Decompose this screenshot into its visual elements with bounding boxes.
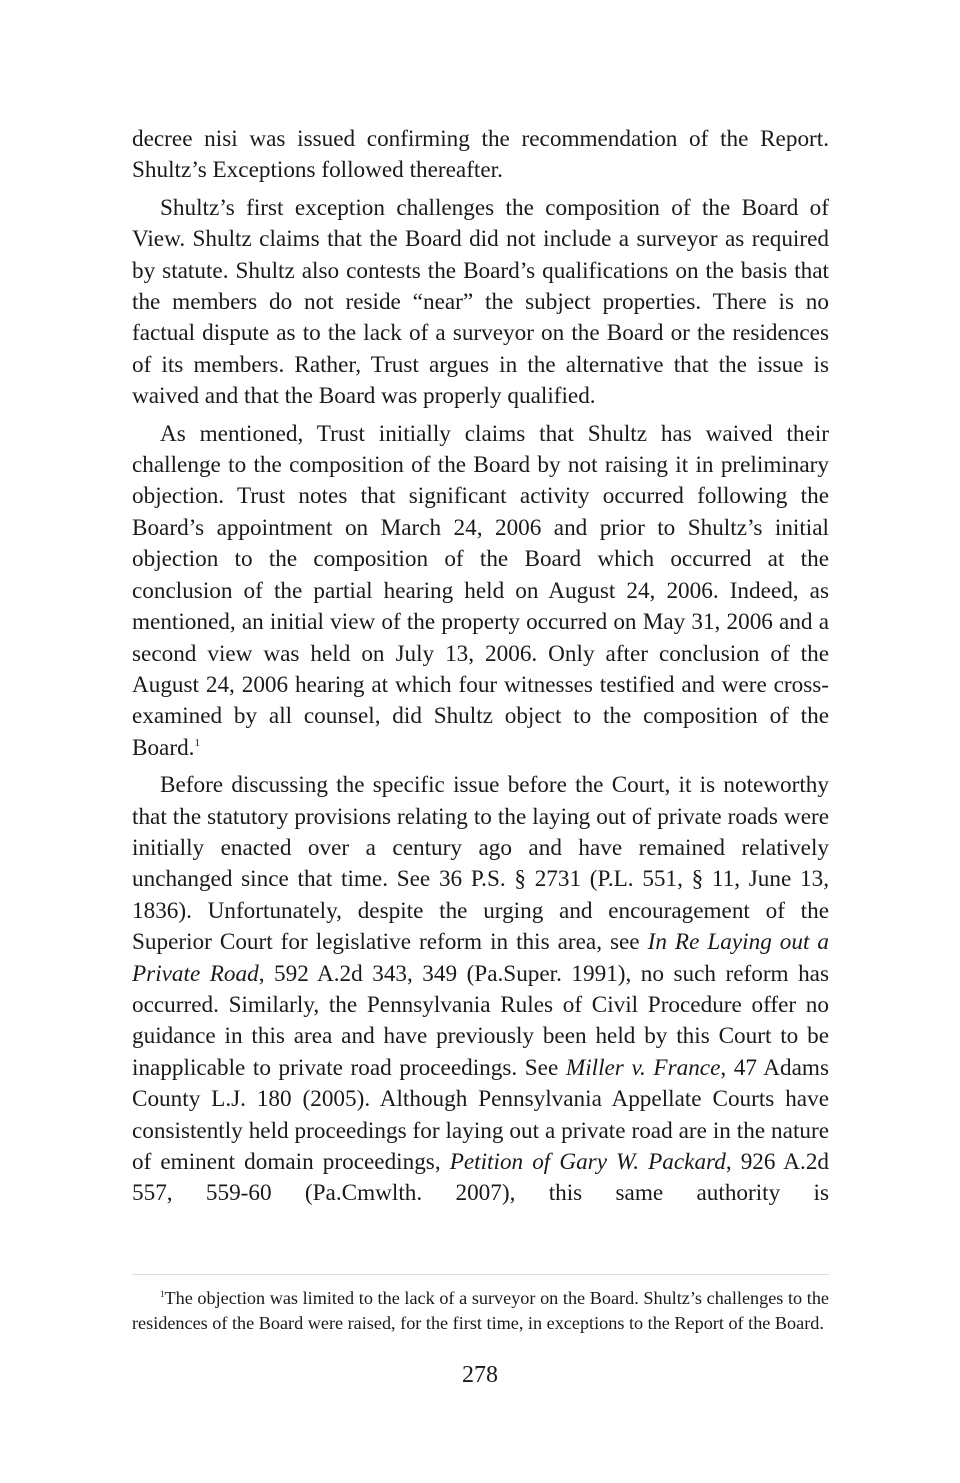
paragraph-4 <box>132 770 829 1210</box>
paragraph-3 <box>132 419 829 764</box>
text-segment: decree nisi was issued confirming the recommendation of the Report. Shultz’s Exceptions followed thereafter. <box>132 126 829 184</box>
text-segment: As mentioned, Trust initially claims that Shultz has waived their challenge to the composition of the Board by not raising it in preliminary objection. Trust notes that significant activity occurred following the Board’s appointment on March 24, 2006 and prior to Shultz’s initial objection to the composition of the Board which occurred at the conclusion of the partial hearing held on August 24, 2006. Indeed, as mentioned, an initial view of the property occurred on May 31, 2006 and a second view was held on July 13, 2006. Only after conclusion of the August 24, 2006 hearing at which four witnesses testified and were cross-examined by all counsel, did Shultz object to the composition of the Board. <box>132 420 829 761</box>
footnote-reference: 1 <box>194 736 200 749</box>
footnote-divider <box>132 1274 829 1275</box>
case-citation: Petition of Gary W. Packard <box>449 1149 726 1175</box>
paragraph-1 <box>132 124 829 187</box>
text-segment: , 47 Adams County L.J. 180 (2005). Although Pennsylvania Appellate Courts have consistently held proceedings for laying out a private road are in the nature of eminent domain proceedings, <box>132 1054 829 1175</box>
text-segment: Before discussing the specific issue before the Court, it is noteworthy that the statutory provisions relating to the laying out of private roads were initially enacted over a century ago and have remained relatively unchanged since that time. See 36 P.S. § 2731 (P.L. 551, § 11, June 13, 1836). Unfortunately, despite the urging and encouragement of the Superior Court for legislative reform in this area, see <box>132 772 829 956</box>
text-segment: Shultz’s first exception challenges the composition of the Board of View. Shultz claims that the Board did not include a surveyor as required by statute. Shultz also contests the Board’s qualifications on the basis that the members do not reside “near” the subject properties. There is no factual dispute as to the lack of a surveyor on the Board or the residences of its members. Rather, Trust argues in the alternative that the issue is waived and that the Board was properly qualified. <box>132 194 829 410</box>
footnote-number: 1 <box>160 1289 165 1299</box>
text-segment: , 926 A.2d 557, 559-60 (Pa.Cmwlth. 2007), this same authority is <box>132 1149 830 1207</box>
text-segment: , 592 A.2d 343, 349 (Pa.Super. 1991), no such reform has occurred. Similarly, the Pennsylvania Rules of Civil Procedure offer no guidance in this area and have previously been held by this Court to be inapplicable to private road proceedings. See <box>132 960 829 1081</box>
footnote-text: The objection was limited to the lack of a surveyor on the Board. Shultz’s challenges to the residences of the Board were raised, for the first time, in exceptions to the Report of the Board. <box>132 1288 829 1333</box>
page-number: 278 <box>462 1362 498 1388</box>
page-body <box>132 124 829 1216</box>
case-citation: In Re Laying out a Private Road <box>132 929 830 987</box>
paragraph-2 <box>132 193 829 413</box>
footnote <box>132 1286 829 1335</box>
case-citation: Miller v. France <box>565 1054 721 1081</box>
